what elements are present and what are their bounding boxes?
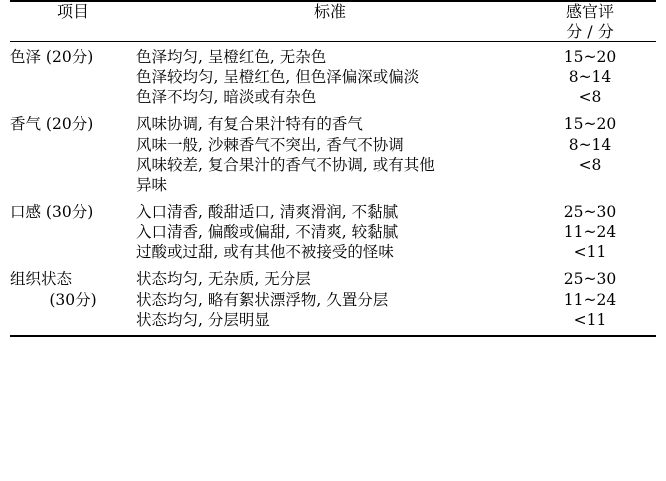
- row-item-label-empty: [10, 222, 136, 242]
- row-item-label-empty: [10, 87, 136, 107]
- table-row: [10, 222, 656, 242]
- row-item-label: 组织状态: [10, 270, 73, 289]
- row-standard: 状态均匀, 无杂质, 无分层: [136, 270, 311, 289]
- table-row: [10, 155, 656, 195]
- row-item-label-empty: [10, 135, 136, 155]
- row-standard: 风味一般, 沙棘香气不突出, 香气不协调: [136, 135, 404, 154]
- table-row: [10, 310, 656, 330]
- row-score: 11~24: [563, 223, 617, 242]
- table-row: [10, 242, 656, 262]
- row-standard: 状态均匀, 略有絮状漂浮物, 久置分层: [136, 290, 389, 309]
- row-standard: 入口清香, 酸甜适口, 清爽滑润, 不黏腻: [136, 203, 399, 222]
- table-row: [10, 202, 656, 222]
- table-row: [10, 114, 656, 134]
- row-item-label-empty: [10, 67, 136, 87]
- table-bottom-rule: [10, 336, 656, 337]
- row-standard: 过酸或过甜, 或有其他不被接受的怪味: [136, 243, 394, 262]
- row-score: 8~14: [568, 68, 612, 87]
- row-score: 25~30: [563, 270, 617, 289]
- row-score: <11: [573, 243, 607, 262]
- sensory-evaluation-table: [10, 0, 656, 337]
- row-item-label-empty: [10, 155, 136, 195]
- row-item-label-line2: (30分): [49, 290, 97, 309]
- row-standard-multiline: [136, 155, 524, 195]
- row-score: <8: [578, 88, 602, 107]
- row-score: <8: [578, 155, 602, 174]
- row-score: 15~20: [563, 48, 617, 67]
- table-row: [10, 47, 656, 67]
- row-score: 11~24: [563, 290, 617, 309]
- column-header-item: 项目: [56, 2, 89, 21]
- row-standard-line2: 异味: [136, 175, 168, 194]
- row-standard: 状态均匀, 分层明显: [136, 310, 270, 329]
- column-header-score: [524, 2, 656, 42]
- column-header-standard: 标准: [313, 2, 346, 21]
- row-item-label-empty: [10, 242, 136, 262]
- row-standard: 色泽较均匀, 呈橙红色, 但色泽偏深或偏淡: [136, 68, 420, 87]
- row-score: 25~30: [563, 203, 617, 222]
- column-header-score-line2: 分 / 分: [566, 21, 614, 41]
- group-gap: [10, 195, 656, 202]
- row-score: <11: [573, 310, 607, 329]
- column-header-score-line1: 感官评: [565, 2, 614, 21]
- row-item-label: 口感 (30分): [10, 203, 94, 222]
- table-row: [10, 269, 656, 289]
- row-score: 15~20: [563, 115, 617, 134]
- row-item-label-empty: [10, 310, 136, 330]
- group-gap: [10, 262, 656, 269]
- table-row: [10, 290, 656, 310]
- table-row: [10, 67, 656, 87]
- row-standard-line1: 风味较差, 复合果汁的香气不协调, 或有其他: [136, 155, 435, 174]
- row-standard: 风味协调, 有复合果汁特有的香气: [136, 115, 363, 134]
- row-standard: 入口清香, 偏酸或偏甜, 不清爽, 较黏腻: [136, 223, 399, 242]
- group-gap: [10, 107, 656, 114]
- row-item-label: 色泽 (20分): [10, 48, 94, 67]
- row-standard: 色泽均匀, 呈橙红色, 无杂色: [136, 48, 327, 67]
- table-row: [10, 87, 656, 107]
- row-score: 8~14: [568, 135, 612, 154]
- row-standard: 色泽不均匀, 暗淡或有杂色: [136, 88, 317, 107]
- table-row: [10, 135, 656, 155]
- row-item-label: 香气 (20分): [10, 115, 94, 134]
- table-header-row: [10, 2, 656, 42]
